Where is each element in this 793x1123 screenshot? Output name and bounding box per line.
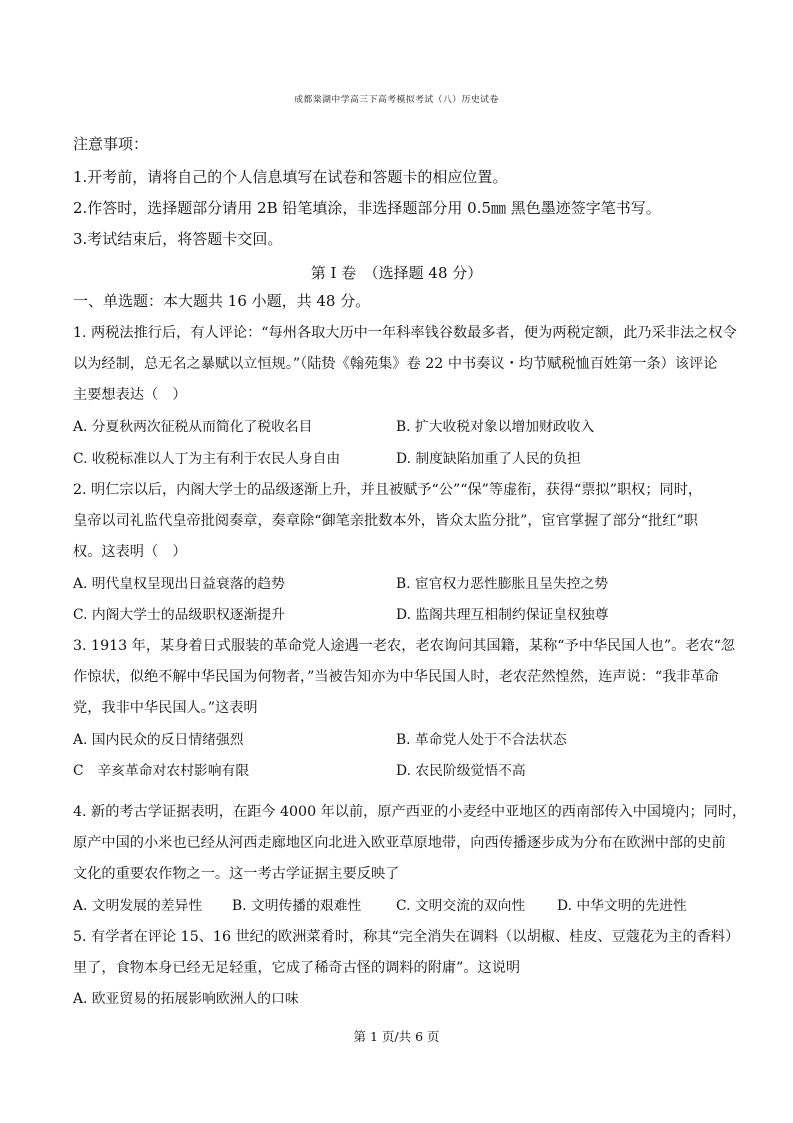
notes-heading: 注意事项： xyxy=(73,135,149,153)
question-2-line: 2. 明仁宗以后，内阁大学士的品级逐渐上升，并且被赋予“公”“保”等虚衔，获得“票拟”职权；同时， xyxy=(73,482,703,498)
question-4-option-d: D. 中华文明的先进性 xyxy=(557,898,687,914)
question-5-line: 里了，食物本身已经无足轻重，它成了稀奇古怪的调料的附庸”。这说明 xyxy=(73,960,521,976)
question-3-option-a: A. 国内民众的反日情绪强烈 xyxy=(73,732,244,748)
section-intro: 一、单选题：本大题共 16 小题，共 48 分。 xyxy=(73,292,371,310)
question-5-option-a: A. 欧亚贸易的拓展影响欧洲人的口味 xyxy=(73,991,299,1007)
question-3-option-c: C 辛亥革命对农村影响有限 xyxy=(73,763,250,779)
note-item: 3.考试结束后，将答题卡交回。 xyxy=(73,230,283,248)
question-4-option-a: A. 文明发展的差异性 xyxy=(73,898,203,914)
question-1-line: 主要想表达（ ） xyxy=(73,387,187,403)
question-1-option-a: A. 分夏秋两次征税从而简化了税收名目 xyxy=(73,419,313,435)
question-5-line: 5. 有学者在评论 15、16 世纪的欧洲菜肴时，称其“完全消失在调料（以胡椒、桂皮、豆蔻花为主的香料） xyxy=(73,929,740,945)
question-2-line: 皇帝以司礼监代皇帝批阅奏章，奏章除“御笔亲批数本外，皆众太监分批”，宦官掌握了部分“批红”职 xyxy=(73,513,698,529)
question-1-option-b: B. 扩大收税对象以增加财政收入 xyxy=(396,419,595,435)
question-2-option-b: B. 宦官权力恶性膨胀且呈失控之势 xyxy=(396,576,609,592)
question-4-line: 4. 新的考古学证据表明，在距今 4000 年以前，原产西亚的小麦经中亚地区的西南部传入中国境内；同时， xyxy=(73,804,747,820)
question-3-option-d: D. 农民阶级觉悟不高 xyxy=(396,763,526,779)
section-heading: 第 I 卷 （选择题 48 分） xyxy=(310,264,483,282)
question-1-option-c: C. 收税标准以人丁为主有利于农民人身自由 xyxy=(73,451,341,467)
note-item: 1.开考前，请将自己的个人信息填写在试卷和答题卡的相应位置。 xyxy=(73,168,508,186)
question-4-option-b: B. 文明传播的艰难性 xyxy=(232,898,362,914)
question-4-line: 文化的重要农作物之一。这一考古学证据主要反映了 xyxy=(73,866,400,882)
question-3-option-b: B. 革命党人处于不合法状态 xyxy=(396,732,567,748)
question-2-option-c: C. 内阁大学士的品级职权逐渐提升 xyxy=(73,607,285,623)
question-1-line: 以为经制，总无名之暴赋以立恒规。”（陆贽《翰苑集》卷 22 中书奏议・均节赋税恤百姓第一条）该评论 xyxy=(73,356,718,372)
question-3-line: 作惊状，似绝不解中华民国为何物者，”当被告知亦为中华民国人时，老农茫然惶然，连声说：“我非革命 xyxy=(73,669,719,685)
question-2-option-a: A. 明代皇权呈现出日益衰落的趋势 xyxy=(73,576,285,592)
question-1-option-d: D. 制度缺陷加重了人民的负担 xyxy=(396,451,581,467)
question-1-line: 1. 两税法推行后，有人评论：“每州各取大历中一年科率钱谷数最多者，便为两税定额，此乃采非法之权令 xyxy=(73,325,737,341)
question-4-line: 原产中国的小米也已经从河西走廊地区向北进入欧亚草原地带，向西传播逐步成为分布在欧洲中部的史前 xyxy=(73,835,726,851)
question-4-option-c: C. 文明交流的双向性 xyxy=(396,898,526,914)
question-2-line: 权。这表明（ ） xyxy=(73,544,187,560)
question-3-line: 3. 1913 年，某身着日式服装的革命党人途遇一老农，老农询问其国籍，某称“予中华民国人也”。老农“忽 xyxy=(73,638,736,654)
note-item: 2.作答时，选择题部分请用 2B 铅笔填涂，非选择题部分用 0.5㎜ 黑色墨迹签字笔书写。 xyxy=(73,199,661,217)
page-title: 成都棠湖中学高三下高考模拟考试（八）历史试卷 xyxy=(294,95,499,105)
page-number: 第 1 页/共 6 页 xyxy=(353,1029,440,1044)
question-2-option-d: D. 监阁共理互相制约保证皇权独尊 xyxy=(396,607,609,623)
question-3-line: 党，我非中华民国人。”这表明 xyxy=(73,700,258,716)
